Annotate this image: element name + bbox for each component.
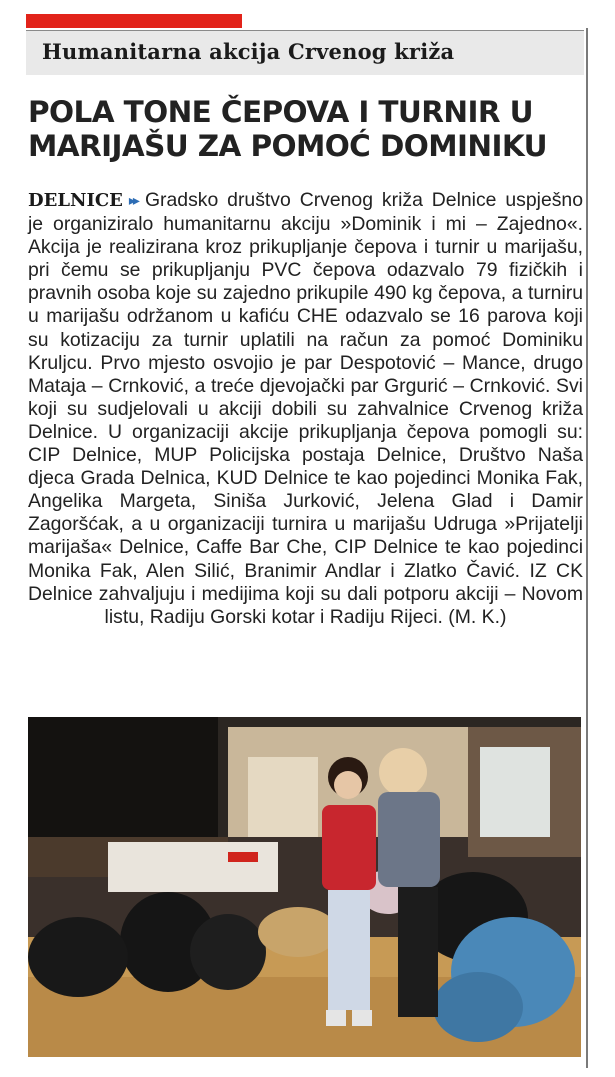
section-kicker	[26, 30, 584, 75]
article-headline: POLA TONE ČEPOVA I TURNIR U MARIJAŠU ZA POMOĆ DOMINIKU	[28, 95, 547, 163]
dateline: DELNICE	[28, 190, 123, 211]
article-photo	[28, 717, 581, 1057]
section-accent-bar	[26, 14, 242, 28]
double-arrow-icon: ▸▸	[128, 192, 137, 208]
kicker-text: Humanitarna akcija Crvenog križa	[42, 39, 455, 64]
photo-illustration	[28, 717, 581, 1057]
article-text: Gradsko društvo Crvenog križa Delnice uspješno je organiziralo humanitarnu akciju »Dominik i mi – Zajedno«. Akcija je realizirana kroz prikupljanje čepova i turnir u marijašu, pri čemu se prikupljanju PVC čepova odazvalo 79 fizičkih i pravnih osoba koje su zajedno prikupile 490 kg čepova, a turniru u marijašu održanom u kafiću CHE odazvalo se 16 parova koji su kotizaciju za turnir uplatili na račun za pomoć Dominiku Kruljcu. Prvo mjesto osvojio je par Despotović – Mance, drugo Mataja – Crnković, a treće djevojački par Grgurić – Crnković. Svi koji su sudjelovali u akciji dobili su zahvalnice Crvenog križa Delnice. U organizaciji akcije prikupljanja čepova pomogli su: CIP Delnice, MUP Policijska postaja Delnice, Društvo Naša djeca Grada Delnica, KUD Delnice te kao pojedinci Monika Fak, Angelika Margeta, Siniša Jurković, Jelena Glad i Damir Zagoršćak, a u organizaciji turnira u marijašu Udruga »Prijatelji marijaša« Delnice, Caffe Bar Che, CIP Delnice te kao pojedinci Monika Fak, Alen Silić, Branimir Andlar i Zlatko Čavić. IZ CK Delnice zahvaljuju i medijima koji su dali potporu akciji – Novom listu, Radiju Gorski kotar i Radiju Rijeci. (M. K.)	[28, 189, 583, 628]
article-body	[28, 189, 583, 629]
